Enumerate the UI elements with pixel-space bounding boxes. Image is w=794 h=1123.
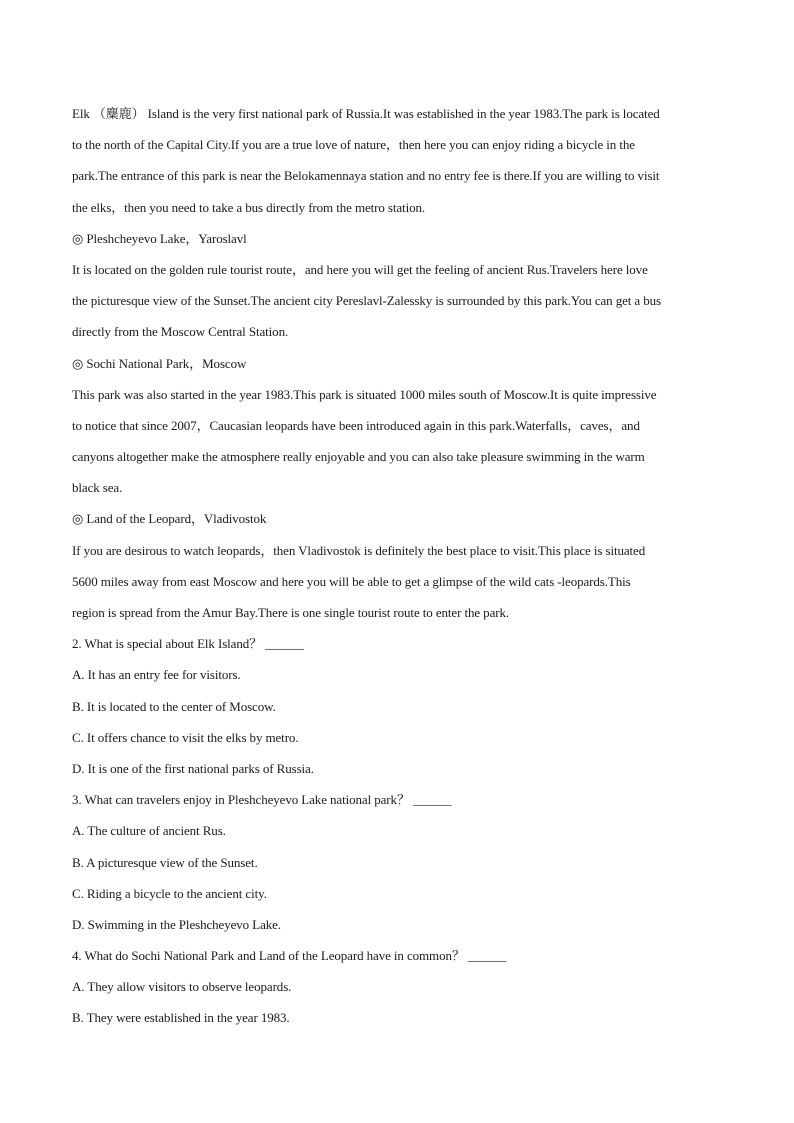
sochi-heading: ◎ Sochi National Park，Moscow: [72, 355, 247, 371]
text-line: This park was also started in the year 1983.This park is situated 1000 miles south of Moscow.It is quite impressive: [72, 386, 657, 402]
text-line: the picturesque view of the Sunset.The ancient city Pereslavl-Zalessky is surrounded by this park.You can get a bus: [72, 293, 662, 309]
answer-option-d: D. Swimming in the Pleshcheyevo Lake.: [72, 916, 281, 932]
pleshcheyevo-paragraph: [72, 254, 724, 348]
text-line: region is spread from the Amur Bay.There is one single tourist route to enter the park.: [72, 605, 510, 620]
answer-option-b: B. They were established in the year 1983.: [72, 1010, 290, 1026]
answer-option-c: C. It offers chance to visit the elks by metro.: [72, 729, 299, 745]
text-line: Elk （麋鹿） Island is the very first national park of Russia.It was established in the year 1983.The park is located: [72, 106, 660, 121]
sochi-paragraph: [72, 379, 724, 504]
text-line: It is located on the golden rule tourist route，and here you will get the feeling of ancient Rus.Travelers here love: [72, 261, 648, 277]
pleshcheyevo-heading: ◎ Pleshcheyevo Lake，Yaroslavl: [72, 230, 247, 246]
text-line: the elks，then you need to take a bus directly from the metro station.: [72, 199, 426, 215]
document-page: [72, 98, 724, 1034]
question-stem: 3. What can travelers enjoy in Pleshcheyevo Lake national park？ ______: [72, 792, 452, 808]
answer-option-a: A. It has an entry fee for visitors.: [72, 667, 241, 683]
text-line: black sea.: [72, 480, 123, 496]
answer-option-b: B. A picturesque view of the Sunset.: [72, 854, 258, 870]
question-4: [72, 940, 724, 1034]
answer-option-b: B. It is located to the center of Moscow.: [72, 698, 276, 714]
text-line: If you are desirous to watch leopards，then Vladivostok is definitely the best place to visit.This place is situated: [72, 542, 646, 558]
question-2: [72, 628, 724, 784]
text-line: park.The entrance of this park is near the Belokamennaya station and no entry fee is there.If you are willing to visit: [72, 168, 660, 184]
text-line: canyons altogether make the atmosphere really enjoyable and you can also take pleasure swimming in the warm: [72, 449, 645, 465]
elk-island-paragraph: [72, 98, 724, 223]
leopard-heading: ◎ Land of the Leopard，Vladivostok: [72, 511, 267, 527]
answer-option-c: C. Riding a bicycle to the ancient city.: [72, 885, 267, 901]
answer-option-d: D. It is one of the first national parks of Russia.: [72, 760, 314, 776]
text-line: to notice that since 2007，Caucasian leopards have been introduced again in this park.Waterfalls，caves，and: [72, 417, 640, 433]
text-line: directly from the Moscow Central Station.: [72, 324, 289, 340]
answer-option-a: A. They allow visitors to observe leopards.: [72, 979, 292, 995]
leopard-paragraph: [72, 535, 724, 629]
question-stem: 2. What is special about Elk Island？ ______: [72, 636, 304, 652]
text-line: to the north of the Capital City.If you are a true love of nature，then here you can enjoy riding a bicycle in the: [72, 137, 635, 153]
question-stem: 4. What do Sochi National Park and Land of the Leopard have in common？ ______: [72, 948, 507, 964]
answer-option-a: A. The culture of ancient Rus.: [72, 823, 226, 839]
question-3: [72, 784, 724, 940]
text-line: 5600 miles away from east Moscow and here you will be able to get a glimpse of the wild cats -leopards.This: [72, 573, 631, 589]
